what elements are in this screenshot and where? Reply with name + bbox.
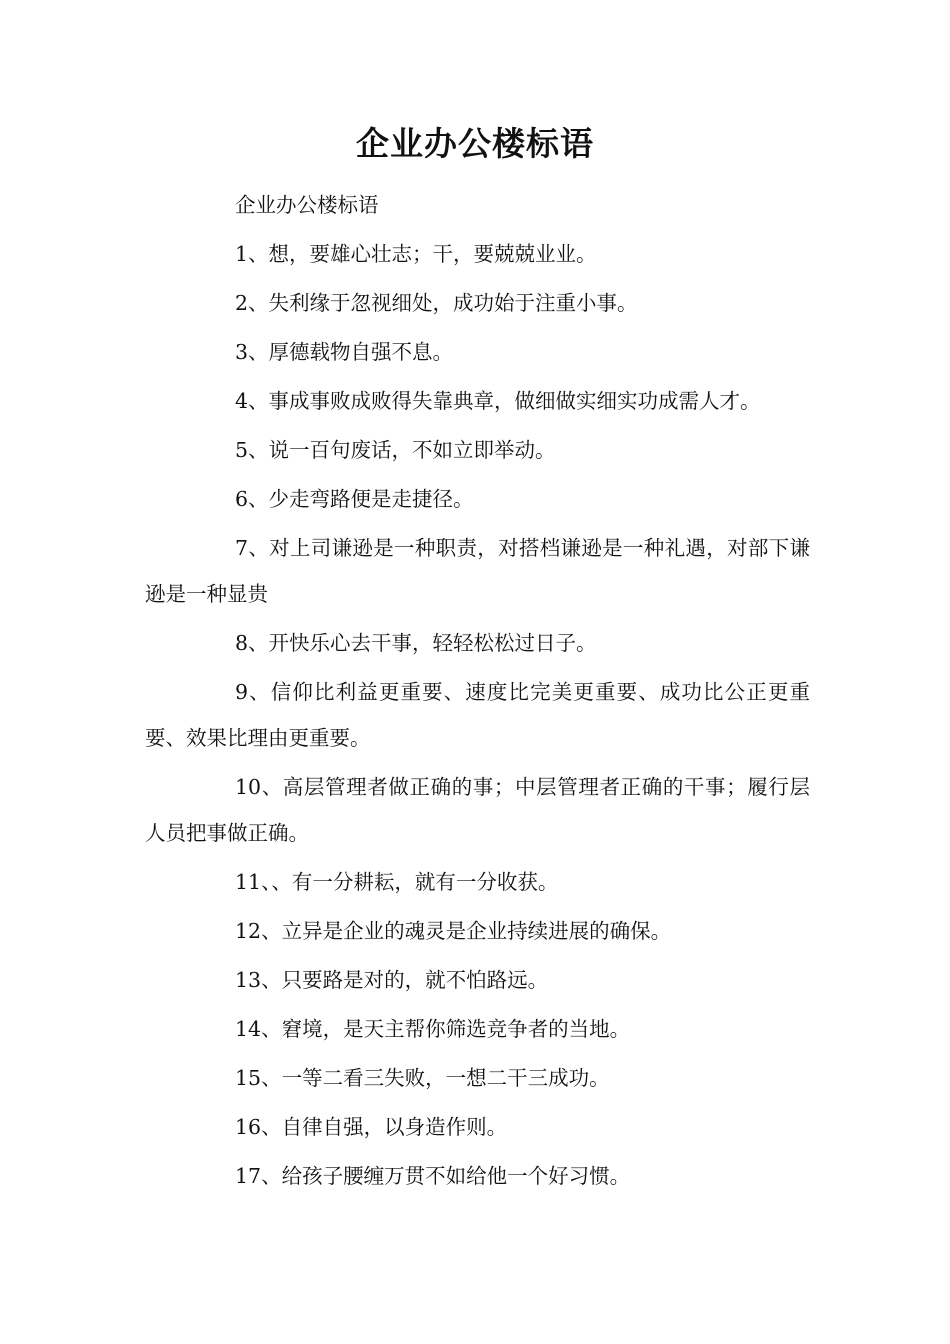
slogan-item: 16、自律自强，以身造作则。: [235, 1115, 508, 1139]
slogan-item: 11、、有一分耕耘，就有一分收获。: [235, 870, 559, 894]
slogan-item: 8、开快乐心去干事，轻轻松松过日子。: [235, 631, 597, 655]
slogan-item: 1、想，要雄心壮志；干，要兢兢业业。: [235, 242, 597, 266]
slogan-item: 3、厚德载物自强不息。: [235, 340, 454, 364]
slogan-item: 14、窘境，是天主帮你筛选竞争者的当地。: [235, 1017, 631, 1041]
slogan-item: 12、立异是企业的魂灵是企业持续进展的确保。: [235, 919, 672, 943]
document-title: 企业办公楼标语: [356, 124, 594, 163]
slogan-item: 10、高层管理者做正确的事；中层管理者正确的干事；履行层人员把事做正确。: [145, 775, 810, 845]
slogan-item: 2、失利缘于忽视细处，成功始于注重小事。: [235, 291, 638, 315]
slogan-item: 6、少走弯路便是走捷径。: [235, 487, 474, 511]
slogan-item: 5、说一百句废话，不如立即举动。: [235, 438, 556, 462]
slogan-item: 13、只要路是对的，就不怕路远。: [235, 968, 549, 992]
slogan-item: 15、一等二看三失败，一想二干三成功。: [235, 1066, 610, 1090]
slogan-item: 7、对上司谦逊是一种职责，对搭档谦逊是一种礼遇，对部下谦逊是一种显贵: [145, 536, 810, 606]
slogan-item: 4、事成事败成败得失靠典章，做细做实细实功成需人才。: [235, 389, 761, 413]
slogan-item: 17、给孩子腰缠万贯不如给他一个好习惯。: [235, 1164, 631, 1188]
slogan-item: 9、信仰比利益更重要、速度比完美更重要、成功比公正更重要、效果比理由更重要。: [145, 680, 810, 750]
paragraph-subtitle: 企业办公楼标语: [235, 193, 379, 217]
document-body: [145, 182, 810, 1199]
